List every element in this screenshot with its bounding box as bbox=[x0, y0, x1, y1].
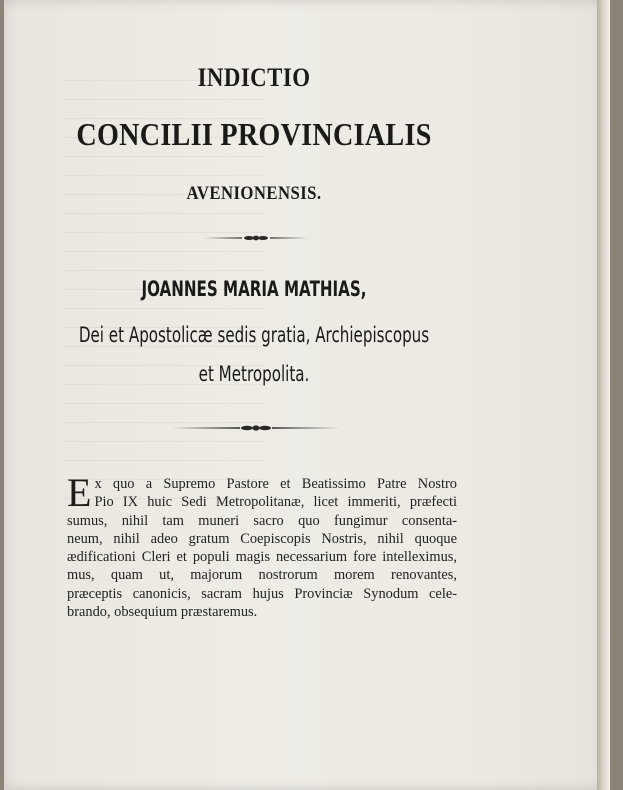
body-line: Pio IX huic Sedi Metropolitanæ, licet immeriti, præfecti bbox=[94, 494, 457, 511]
author-title-line1: Dei et Apostolicæ sedis gratia, Archiepiscopus bbox=[78, 323, 430, 347]
body-line: x quo a Supremo Pastore et Beatissimo Patre Nostro bbox=[94, 476, 457, 492]
body-line: neum, nihil adeo gratum Coepiscopis Nostris, nihil quoque bbox=[67, 530, 457, 547]
title-indictio: INDICTIO bbox=[197, 63, 311, 92]
author-title-line2: et Metropolita. bbox=[198, 362, 310, 386]
ornamental-divider-bottom bbox=[172, 425, 340, 431]
title-concilii-provincialis: CONCILII PROVINCIALIS bbox=[76, 116, 432, 152]
body-line: præceptis canonicis, sacram hujus Provinciæ Synodum cele- bbox=[67, 585, 457, 602]
body-line: brando, obsequium præstaremus. bbox=[67, 604, 258, 621]
body-line: mus, quam ut, majorum nostrorum morem renovantes, bbox=[67, 567, 457, 584]
author-name: JOANNES MARIA MATHIAS, bbox=[141, 277, 367, 301]
ornamental-divider-top bbox=[204, 235, 308, 241]
title-avenionensis: AVENIONENSIS. bbox=[186, 183, 322, 204]
body-line: ædificationi Cleri et populi magis necessarium fore intelleximus, bbox=[67, 549, 457, 566]
body-paragraph bbox=[67, 470, 457, 621]
document-page bbox=[4, 0, 610, 790]
body-line: sumus, nihil tam muneri sacro quo fungimur consenta- bbox=[67, 512, 457, 529]
page-edge bbox=[597, 0, 610, 790]
drop-cap: E bbox=[67, 470, 92, 515]
